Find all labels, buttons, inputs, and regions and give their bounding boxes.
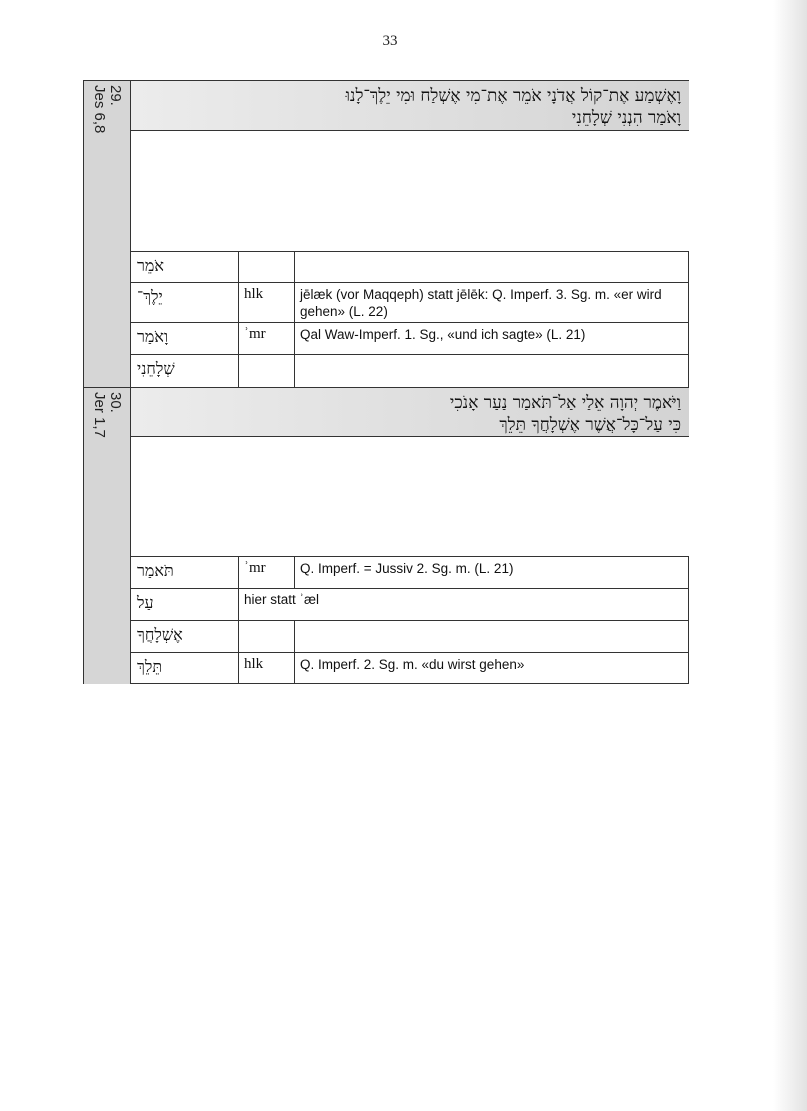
entry-30-sidebar bbox=[84, 388, 131, 684]
hebrew-word: עַל bbox=[137, 593, 154, 612]
entry-29-verse bbox=[131, 81, 689, 131]
verse-text-line-2: כִּי עַל־כָּל־אֲשֶׁר אֶשְׁלָחֲךָ תֵּלֵךְ bbox=[499, 415, 681, 435]
explanation: jēlæk (vor Maqqeph) statt jēlēk: Q. Imperf. 3. Sg. m. «er wird gehen» (L. 22) bbox=[300, 287, 662, 319]
verse-text-line-2: וָאֹמַר הִנְנִי שְׁלָחֵנִי bbox=[571, 108, 681, 128]
page-number: 33 bbox=[382, 33, 398, 49]
explanation bbox=[295, 355, 689, 358]
table-row bbox=[131, 621, 689, 653]
root: hlk bbox=[244, 286, 264, 302]
verse-reference: Jes 6,8 bbox=[91, 85, 108, 134]
hebrew-word: אֹמֵר bbox=[137, 256, 164, 275]
entry-number: 30. bbox=[107, 392, 124, 413]
hebrew-word: אֶשְׁלָחֲךָ bbox=[137, 625, 183, 644]
root: ʾmr bbox=[244, 326, 266, 342]
entry-29-translation-space bbox=[131, 131, 689, 252]
table-row bbox=[131, 653, 689, 684]
root bbox=[239, 355, 294, 358]
root bbox=[239, 252, 294, 255]
explanation: Q. Imperf. = Jussiv 2. Sg. m. (L. 21) bbox=[300, 561, 514, 576]
entry-29-label bbox=[91, 85, 123, 133]
explanation bbox=[295, 252, 689, 255]
entry-30-translation-space bbox=[131, 437, 689, 557]
entry-30-label bbox=[91, 392, 123, 438]
hebrew-word: תֵּלֵךְ bbox=[137, 657, 163, 676]
explanation: Qal Waw-Imperf. 1. Sg., «und ich sagte» (L. 21) bbox=[300, 327, 586, 342]
table-row bbox=[131, 355, 689, 388]
table-row bbox=[131, 589, 689, 621]
root bbox=[239, 621, 294, 624]
verse-reference: Jer 1,7 bbox=[91, 392, 108, 438]
root: hlk bbox=[244, 656, 264, 672]
table-row bbox=[131, 252, 689, 283]
page-edge-shadow bbox=[773, 0, 807, 1111]
table-row bbox=[131, 323, 689, 355]
hebrew-word: שְׁלָחֵנִי bbox=[137, 359, 175, 378]
table-row bbox=[131, 283, 689, 323]
explanation bbox=[295, 621, 689, 624]
entry-29-sidebar bbox=[84, 81, 131, 388]
hebrew-word: תֹּאמַר bbox=[137, 561, 174, 580]
exercise-table bbox=[83, 80, 689, 684]
hebrew-word: יֵלֶךְ־ bbox=[137, 287, 163, 306]
verse-text-line-1: וָאֶשְׁמַע אֶת־קוֹל אֲדֹנָי אֹמֵר אֶת־מִי אֶשְׁלַח וּמִי יֵלֶךְ־לָנוּ bbox=[345, 86, 681, 106]
entry-30-verse bbox=[131, 388, 689, 437]
table-row bbox=[131, 557, 689, 589]
root: ʾmr bbox=[244, 560, 266, 576]
explanation: Q. Imperf. 2. Sg. m. «du wirst gehen» bbox=[300, 657, 525, 672]
hebrew-word: וָאֹמַר bbox=[137, 327, 169, 346]
verse-text-line-1: וַיֹּאמֶר יְהוָה אֵלַי אַל־תֹּאמַר נַעַר אָנֹכִי bbox=[449, 393, 681, 413]
entry-number: 29. bbox=[107, 85, 124, 106]
root-note: hier statt ʾæl bbox=[244, 592, 320, 607]
